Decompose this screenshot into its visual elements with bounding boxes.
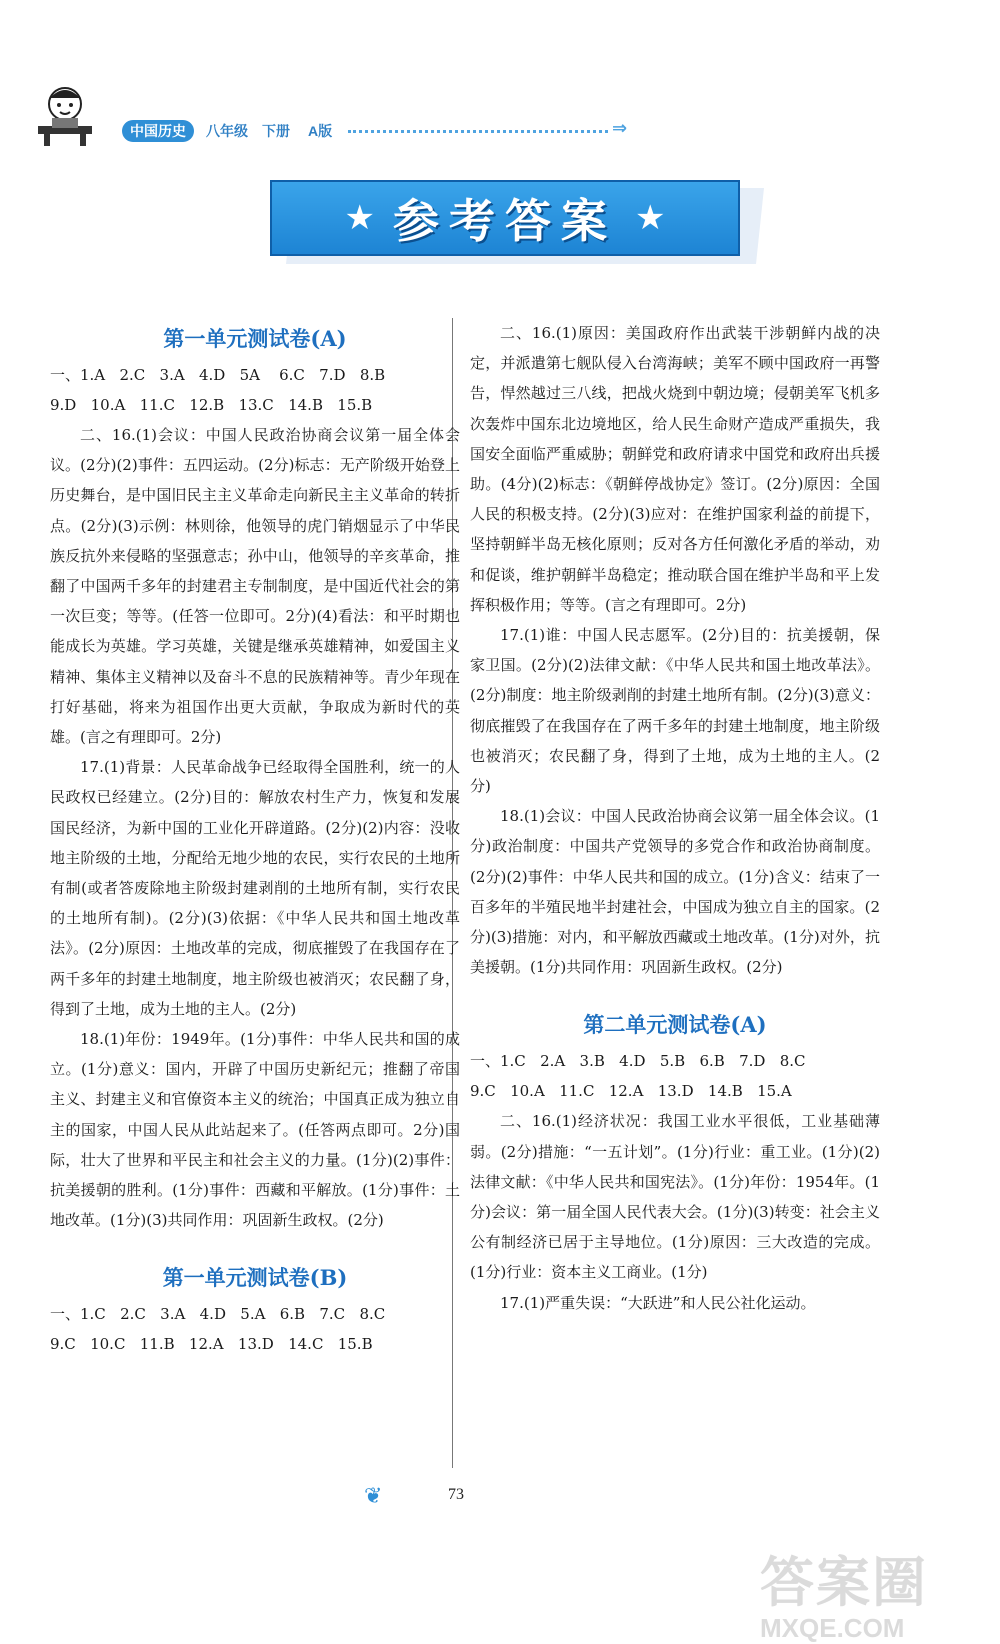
- page-number: 73: [448, 1486, 464, 1503]
- volume-label: 下册: [262, 123, 290, 139]
- choice-answers-row: 9.D 10.A 11.C 12.B 13.C 14.B 15.B: [50, 396, 373, 414]
- answer-paragraph: 18.(1)年份：1949年。(1分)事件：中华人民共和国的成立。(1分)意义：国内，开辟了中国历史新纪元；推翻了帝国主义、封建主义和官僚资本主义的统治；中国真正成为独立自主的国家，中国人民从此站起来了。(任答两点即可。2分)国际，壮大了世界和平民主和社会主义的力量。(1分)(2)事件：抗美援朝的胜利。(1分)事件：西藏和平解放。(1分)事件：土地改革。(1分)(3)共同作用：巩固新生政权。(2分): [50, 1030, 460, 1230]
- watermark-url: MXQE.COM: [760, 1613, 905, 1643]
- ornament-icon: ❦: [364, 1484, 383, 1509]
- answer-paragraph: 二、16.(1)会议：中国人民政治协商会议第一届全体会议。(2分)(2)事件：五四运动。(2分)标志：无产阶级开始登上历史舞台，是中国旧民主主义革命走向新民主主义革命的转折点。(2分)(3)示例：林则徐，他领导的虎门销烟显示了中华民族反抗外来侵略的坚强意志；孙中山，他领导的辛亥革命，推翻了中国两千多年的封建君主专制制度，是中国近代社会的第一次巨变；等等。(任答一位即可。2分)(4)看法：和平时期也能成长为英雄。学习英雄，关键是继承英雄精神，如爱国主义精神、集体主义精神以及奋斗不息的民族精神等。青少年现在打好基础，将来为祖国作出更大贡献，争取成为新时代的英雄。(言之有理即可。2分): [50, 426, 460, 747]
- left-column: [50, 318, 460, 1359]
- choice-answers-row: 一、1.C 2.C 3.A 4.D 5.A 6.B 7.C 8.C: [50, 1305, 386, 1324]
- right-column: [470, 318, 880, 1318]
- arrow-right-icon: ⇒: [612, 118, 628, 139]
- answer-paragraph: 二、16.(1)经济状况：我国工业水平很低，工业基础薄弱。(2分)措施：“一五计划”。(1分)行业：重工业。(1分)(2)法律文献：《中华人民共和国宪法》。(1分)年份：1954年。(1分)会议：第一届全国人民代表大会。(1分)(3)转变：社会主义公有制经济已居于主导地位。(1分)原因：三大改造的完成。(1分)行业：资本主义工商业。(1分): [470, 1112, 880, 1282]
- choice-answers-row: 9.C 10.A 11.C 12.A 13.D 14.B 15.A: [470, 1082, 792, 1101]
- section-title-unit1-a: 第一单元测试卷(A): [163, 326, 347, 351]
- watermark: [760, 1540, 990, 1643]
- banner-title: 参考答案: [393, 194, 617, 248]
- star-icon: ★: [635, 198, 666, 238]
- answer-paragraph: 17.(1)谁：中国人民志愿军。(2分)目的：抗美援朝，保家卫国。(2分)(2)法律文献：《中华人民共和国土地改革法》。(2分)制度：地主阶级剥削的封建土地所有制。(2分)(3)意义：彻底摧毁了在我国存在了两千多年的封建土地制度，地主阶级也被消灭；农民翻了身，得到了土地，成为土地的主人。(2分): [470, 626, 880, 796]
- choice-answers-row: 一、1.A 2.C 3.A 4.D 5A 6.C 7.D 8.B: [50, 366, 386, 384]
- answer-paragraph: 17.(1)严重失误：“大跃进”和人民公社化运动。: [500, 1293, 816, 1312]
- answer-key-banner: [270, 180, 740, 256]
- choice-answers-row: 一、1.C 2.A 3.B 4.D 5.B 6.B 7.D 8.C: [470, 1052, 806, 1071]
- grade-label: 八年级: [206, 123, 248, 139]
- star-icon: ★: [344, 198, 375, 238]
- page-footer: [0, 1478, 1000, 1518]
- section-title-unit2-a: 第二单元测试卷(A): [583, 1012, 767, 1038]
- page-header: [30, 80, 630, 150]
- student-mascot-icon: [30, 80, 100, 150]
- answer-paragraph: 17.(1)背景：人民革命战争已经取得全国胜利，统一的人民政权已经建立。(2分)目的：解放农村生产力，恢复和发展国民经济，为新中国的工业化开辟道路。(2分)(2)内容：没收地主阶级的土地，分配给无地少地的农民，实行农民的土地所有制(或者答废除地主阶级封建剥削的土地所有制，实行农民的土地所有制)。(2分)(3)依据：《中华人民共和国土地改革法》。(2分)原因：土地改革的完成，彻底摧毁了在我国存在了两千多年的封建土地制度，地主阶级也被消灭；农民翻了身，得到了土地，成为土地的主人。(2分): [50, 758, 460, 1018]
- answer-paragraph: 18.(1)会议：中国人民政治协商会议第一届全体会议。(1分)政治制度：中国共产党领导的多党合作和政治协商制度。(2分)(2)事件：中华人民共和国的成立。(1分)含义：结束了一百多年的半殖民地半封建社会，中国成为独立自主的国家。(2分)(3)措施：对内，和平解放西藏或土地改革。(1分)对外，抗美援朝。(1分)共同作用：巩固新生政权。(2分): [470, 807, 880, 977]
- subject-tag: 中国历史: [122, 120, 194, 142]
- dotted-line: [348, 130, 608, 133]
- answer-paragraph: 二、16.(1)原因：美国政府作出武装干涉朝鲜内战的决定，并派遣第七舰队侵入台湾海峡；美军不顾中国政府一再警告，悍然越过三八线，把战火烧到中朝边境；侵朝美军飞机多次轰炸中国东北边境地区，给人民生命财产造成严重损失，我国安全面临严重威胁；朝鲜党和政府请求中国党和政府出兵援助。(4分)(2)标志：《朝鲜停战协定》签订。(2分)原因：全国人民的积极支持。(2分)(3)应对：在维护国家利益的前提下，坚持朝鲜半岛无核化原则；反对各方任何激化矛盾的举动，劝和促谈，维护朝鲜半岛稳定；推动联合国在维护半岛和平上发挥积极作用；等等。(言之有理即可。2分): [470, 324, 880, 614]
- edition-label: A版: [308, 123, 333, 139]
- watermark-logo: 答案圈: [760, 1551, 928, 1614]
- choice-answers-row: 9.C 10.C 11.B 12.A 13.D 14.C 15.B: [50, 1335, 373, 1354]
- section-title-unit1-b: 第一单元测试卷(B): [162, 1265, 348, 1291]
